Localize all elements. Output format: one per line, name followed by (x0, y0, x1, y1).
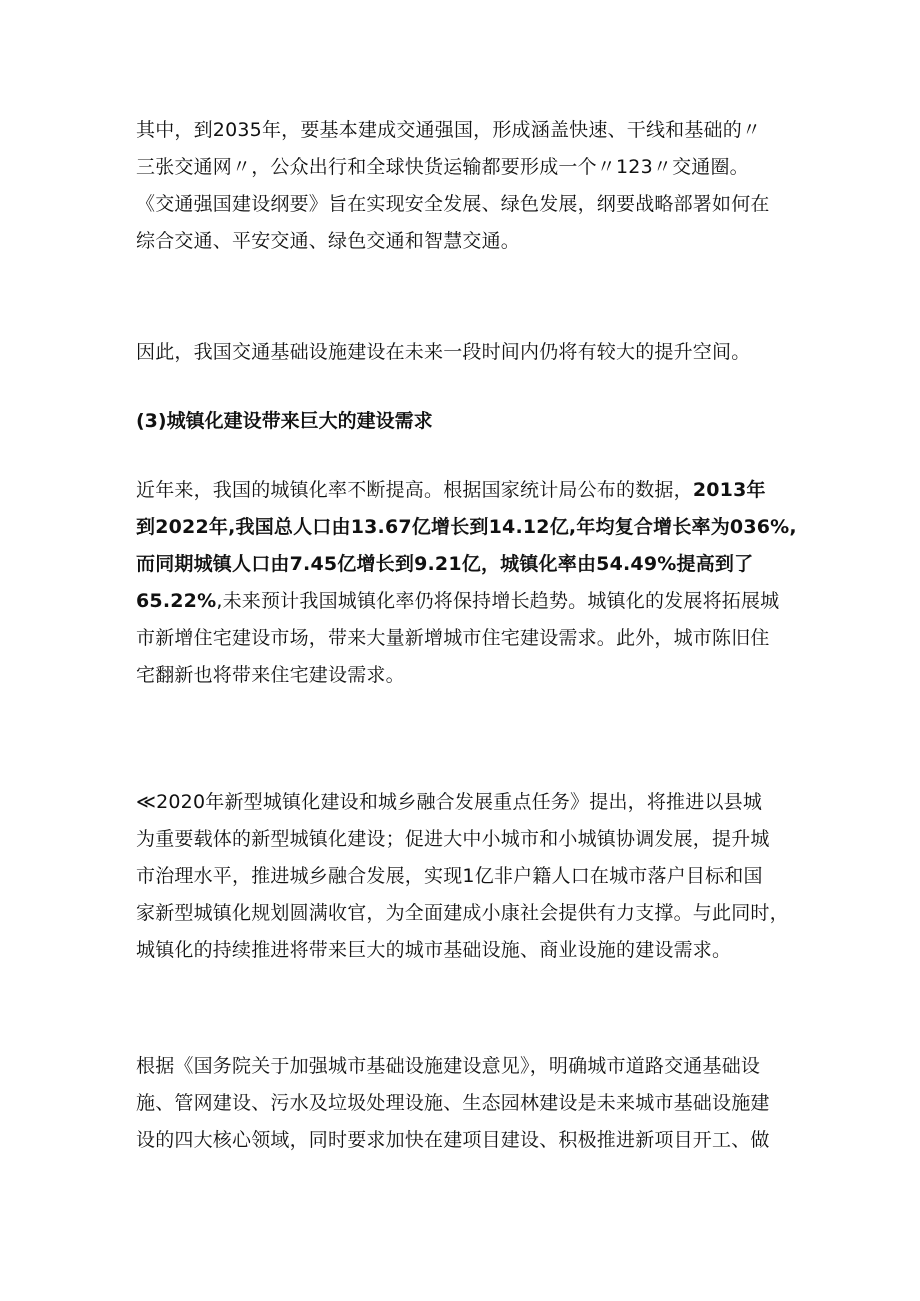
text-line: 设的四大核心领域，同时要求加快在建项目建设、积极推进新项目开工、做 (136, 1129, 770, 1151)
text-line: 因此，我国交通基础设施建设在未来一段时间内仍将有较大的提升空间。 (136, 341, 751, 363)
text-normal: 近年来，我国的城镇化率不断提高。根据国家统计局公布的数据， (136, 479, 693, 501)
text-line: 市治理水平，推进城乡融合发展，实现1亿非户籍人口在城市落户目标和国 (136, 865, 763, 887)
text-line: ≪2020年新型城镇化建设和城乡融合发展重点任务》提出，将推进以县城 (136, 791, 763, 813)
text-line (136, 472, 800, 509)
paragraph-transport-conclusion (136, 334, 800, 371)
paragraph-transport-goals (136, 112, 800, 260)
text-line: 家新型城镇化规划圆满收官，为全面建成小康社会提供有力支撑。与此同时， (136, 902, 789, 924)
text-line: 施、管网建设、污水及垃圾处理设施、生态园林建设是未来城市基础设施建 (136, 1092, 770, 1114)
section-heading: (3)城镇化建设带来巨大的建设需求 (136, 410, 433, 432)
paragraph-urbanization-stats (136, 472, 800, 694)
text-line: 为重要载体的新型城镇化建设；促进大中小城市和小城镇协调发展，提升城 (136, 828, 770, 850)
text-line-bold: 到2022年,我国总人口由13.67亿增长到14.12亿,年均复合增长率为036%, (136, 516, 797, 538)
text-line: 《交通强国建设纲要》旨在实现安全发展、绿色发展，纲要战略部署如何在 (136, 193, 770, 215)
text-line: 其中，到2035年，要基本建成交通强国，形成涵盖快速、干线和基础的〃 (136, 119, 762, 141)
text-line: 市新增住宅建设市场，带来大量新增城市住宅建设需求。此外，城市陈旧住 (136, 627, 770, 649)
text-line: 城镇化的持续推进将带来巨大的城市基础设施、商业设施的建设需求。 (136, 939, 732, 961)
paragraph-state-council-opinion (136, 1048, 800, 1159)
text-line: 根据《国务院关于加强城市基础设施建设意见》，明确城市道路交通基础设 (136, 1055, 761, 1077)
text-line (136, 583, 800, 620)
text-line: 三张交通网〃，公众出行和全球快货运输都要形成一个〃123〃交通圈。 (136, 156, 749, 178)
text-bold: 65.22% (136, 590, 217, 612)
text-line: 宅翻新也将带来住宅建设需求。 (136, 664, 405, 686)
paragraph-2020-tasks (136, 784, 800, 969)
text-bold: 2013年 (692, 479, 766, 501)
text-normal: ,未来预计我国城镇化率仍将保持增长趋势。城镇化的发展将拓展城 (216, 590, 780, 612)
text-line-bold: 而同期城镇人口由7.45亿增长到9.21亿，城镇化率由54.49%提高到了 (136, 553, 754, 575)
text-line: 综合交通、平安交通、绿色交通和智慧交通。 (136, 230, 521, 252)
